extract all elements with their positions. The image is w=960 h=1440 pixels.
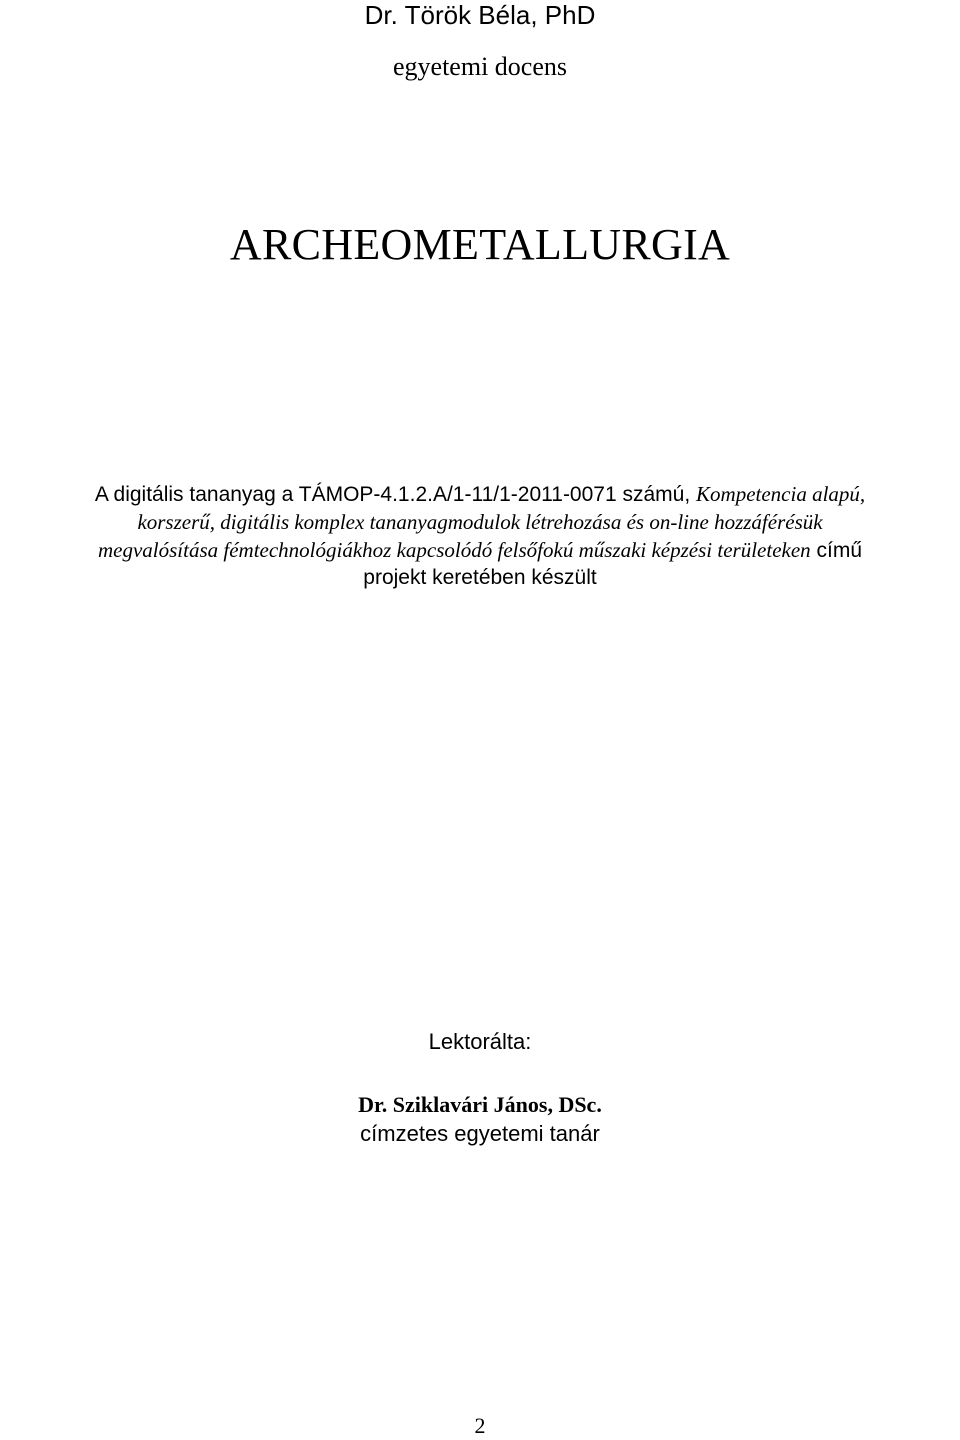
document-title: ARCHEOMETALLURGIA — [229, 220, 731, 269]
reviewer-position: címzetes egyetemi tanár — [360, 1121, 600, 1146]
reviewer-name: Dr. Sziklavári János, DSc. — [358, 1092, 602, 1117]
description-line-1-text: A digitális tananyag a TÁMOP-4.1.2.A/1-11/1-2011-0071 számú, — [94, 483, 697, 506]
description-line-3-text: című — [810, 539, 862, 562]
description-line-3 — [0, 536, 960, 565]
description-line-3-italic: megvalósítása fémtechnológiákhoz kapcsolódó felsőfokú műszaki képzési területeken — [97, 538, 811, 562]
description-line-1 — [0, 480, 960, 509]
description-line-4: projekt keretében készült — [363, 566, 597, 589]
author-position: egyetemi docens — [393, 52, 567, 81]
description-line-2: korszerű, digitális komplex tananyagmodulok létrehozása és on-line hozzáférésük — [137, 510, 823, 534]
reviewer-label: Lektorálta: — [428, 1029, 532, 1054]
page-number: 2 — [474, 1413, 486, 1438]
description-line-1-italic: Kompetencia alapú, — [696, 482, 866, 506]
author-name: Dr. Török Béla, PhD — [364, 0, 596, 30]
